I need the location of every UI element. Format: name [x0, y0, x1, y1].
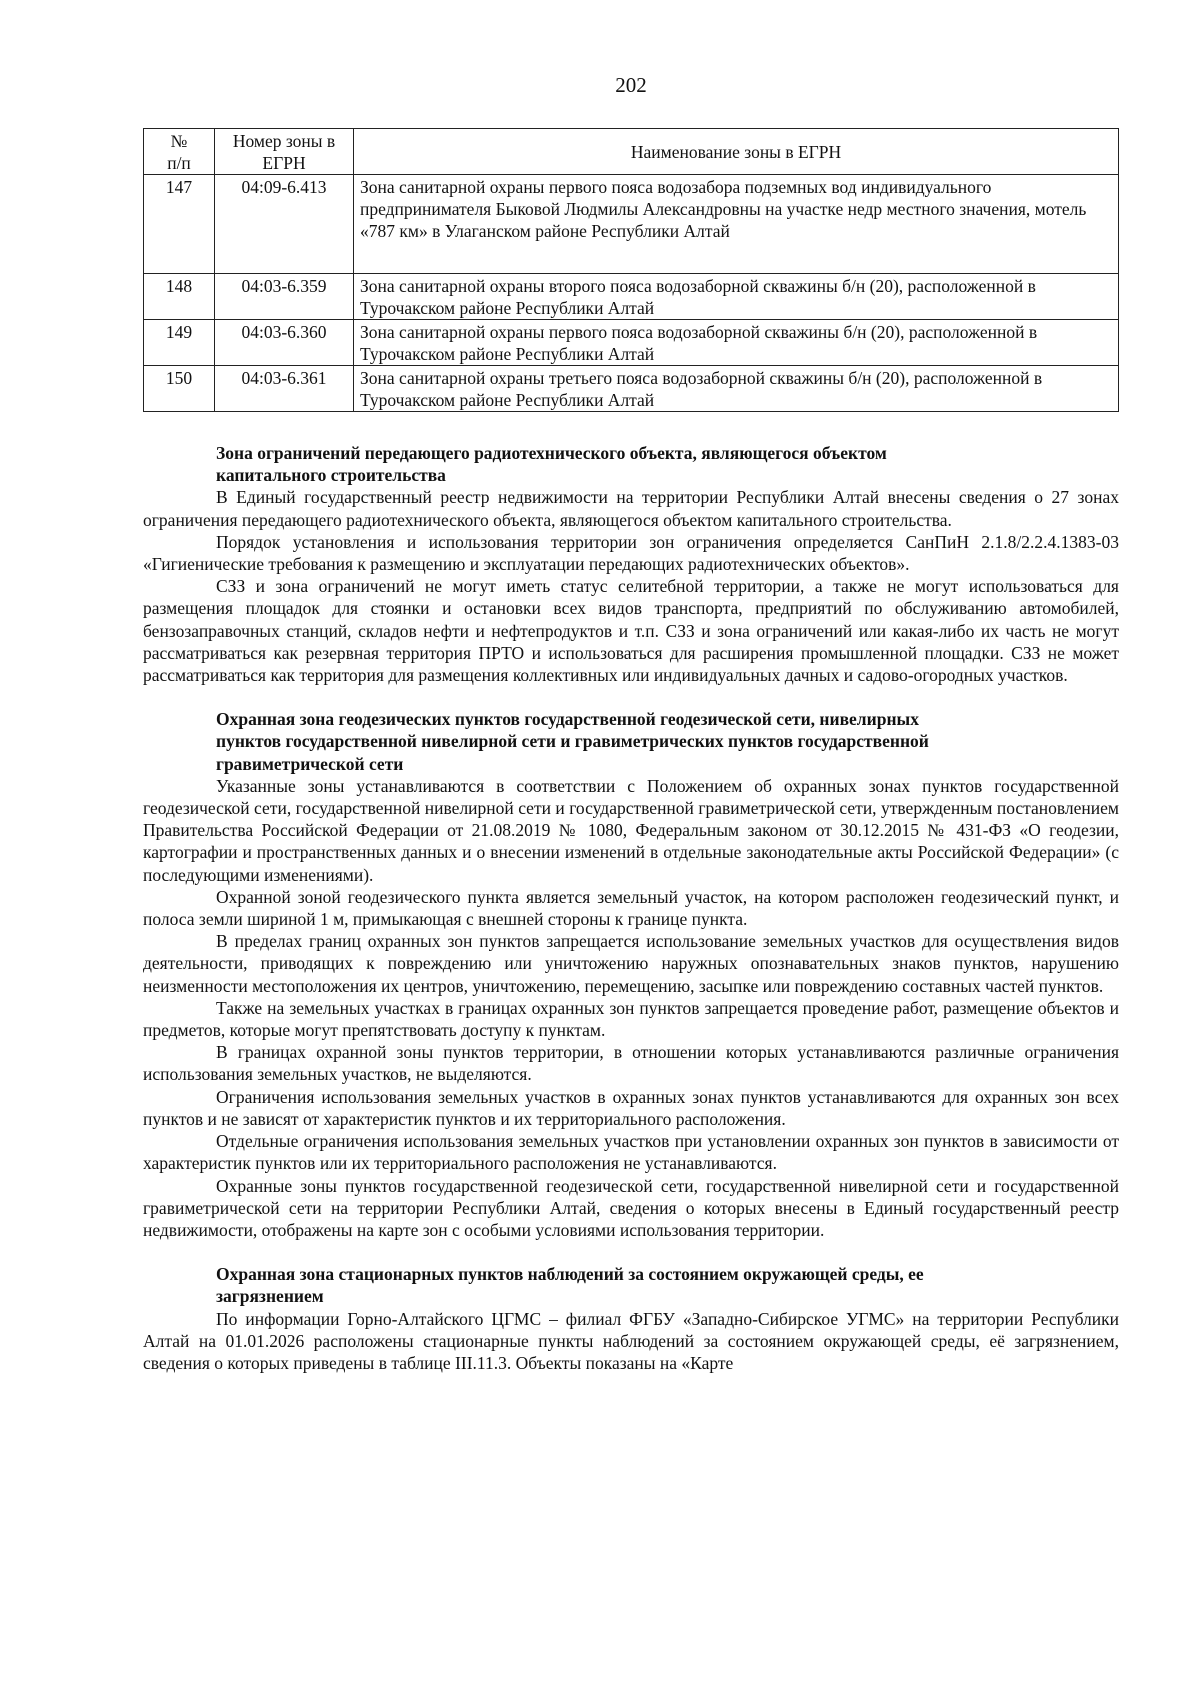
- row-zone-id: 04:03-6.359: [215, 274, 354, 320]
- paragraph: Также на земельных участках в границах охранных зон пунктов запрещается проведение работ, размещение объектов и предметов, которые могут препятствовать доступу к пунктам.: [143, 997, 1119, 1041]
- section-heading: Охранная зона геодезических пунктов государственной геодезической сети, нивелирных пунктов государственной нивелирной сети и гравиметрических пунктов государственной гравиметрической сети: [216, 709, 929, 774]
- row-zone-id: 04:03-6.361: [215, 366, 354, 412]
- section-heading: Охранная зона стационарных пунктов наблюдений за состоянием окружающей среды, ее загрязнением: [216, 1264, 924, 1307]
- paragraph: Ограничения использования земельных участков в охранных зонах пунктов устанавливаются для охранных зон всех пунктов и не зависят от характеристик пунктов и их территориального расположения.: [143, 1086, 1119, 1129]
- paragraph: Охранные зоны пунктов государственной геодезической сети, государственной нивелирной сети и государственной гравиметрической сети на территории Республики Алтай, сведения о которых внесены в Единый государственный реестр недвижимости, отображены на карте зон с особыми условиями использования территории.: [143, 1175, 1119, 1240]
- section-observation-points-zone: [143, 1263, 1119, 1374]
- table-row: [144, 320, 1119, 366]
- paragraph: Отдельные ограничения использования земельных участков при установлении охранных зон пунктов в зависимости от характеристик пунктов или их территориального расположения не устанавливаются.: [143, 1131, 1119, 1174]
- row-zone-name: Зона санитарной охраны третьего пояса водозаборной скважины б/н (20), расположенной в Турочакском районе Республики Алтай: [354, 366, 1119, 412]
- paragraph: Охранной зоной геодезического пункта является земельный участок, на котором расположен геодезический пункт, и полоса земли шириной 1 м, примыкающая с внешней стороны к границе пункта.: [143, 886, 1119, 930]
- paragraph: СЗЗ и зона ограничений не могут иметь статус селитебной территории, а также не могут использоваться для размещения площадок для стоянки и остановки всех видов транспорта, предприятий по обслуживанию автомобилей, бензозаправочных станций, складов нефти и нефтепродуктов и т.п. СЗЗ и зона ограничений или какая-либо их часть не могут рассматриваться как резервная территория ПРТО и использоваться для расширения промышленной площадки. СЗЗ не может рассматриваться как территория для размещения коллективных или индивидуальных дачных и садово-огородных участков.: [143, 576, 1119, 686]
- section-geodetic-points-zone: [143, 708, 1119, 1241]
- paragraph: В пределах границ охранных зон пунктов запрещается использование земельных участков для осуществления видов деятельности, приводящих к повреждению или уничтожению наружных опознавательных знаков пунктов, нарушению неизменности местоположения их центров, уничтожению, перемещению, засыпке или повреждению составных частей пунктов.: [143, 931, 1119, 996]
- header-zone-id: Номер зоны в ЕГРН: [215, 129, 354, 175]
- row-number: 147: [144, 175, 215, 274]
- paragraph: Порядок установления и использования территории зон ограничения определяется СанПиН 2.1.8/2.2.4.1383-03 «Гигиенические требования к размещению и эксплуатации передающих радиотехнических объектов».: [143, 531, 1119, 575]
- header-number: № п/п: [144, 129, 215, 175]
- row-zone-id: 04:03-6.360: [215, 320, 354, 366]
- paragraph: В Единый государственный реестр недвижимости на территории Республики Алтай внесены сведения о 27 зонах ограничения передающего радиотехнического объекта, являющегося объектом капитального строительства.: [143, 487, 1119, 530]
- document-body: [143, 442, 1119, 1396]
- section-radio-restriction-zone: [143, 442, 1119, 686]
- paragraph: В границах охранной зоны пунктов территории, в отношении которых устанавливаются различные ограничения использования земельных участков, не выделяются.: [143, 1042, 1119, 1085]
- table-header-row: [144, 129, 1119, 175]
- section-heading: Зона ограничений передающего радиотехнического объекта, являющегося объектом капитального строительства: [216, 443, 887, 486]
- paragraph: По информации Горно-Алтайского ЦГМС – филиал ФГБУ «Западно-Сибирское УГМС» на территории Республики Алтай на 01.01.2026 расположены стационарные пункты наблюдений за состоянием окружающей среды, её загрязнением, сведения о которых приведены в таблице III.11.3. Объекты показаны на «Карте: [143, 1308, 1119, 1373]
- row-number: 150: [144, 366, 215, 412]
- row-zone-name: Зона санитарной охраны первого пояса водозабора подземных вод индивидуального предпринимателя Быковой Людмилы Александровны на участке недр местного значения, мотель «787 км» в Улаганском районе Республики Алтай: [354, 175, 1119, 274]
- header-zone-name: Наименование зоны в ЕГРН: [354, 129, 1119, 175]
- table-row: [144, 274, 1119, 320]
- row-number: 148: [144, 274, 215, 320]
- zones-table: [143, 128, 1119, 412]
- row-zone-name: Зона санитарной охраны первого пояса водозаборной скважины б/н (20), расположенной в Турочакском районе Республики Алтай: [354, 320, 1119, 366]
- page-number: 202: [615, 73, 647, 97]
- row-zone-name: Зона санитарной охраны второго пояса водозаборной скважины б/н (20), расположенной в Турочакском районе Республики Алтай: [354, 274, 1119, 320]
- table-row: [144, 175, 1119, 274]
- table-row: [144, 366, 1119, 412]
- row-number: 149: [144, 320, 215, 366]
- paragraph: Указанные зоны устанавливаются в соответствии с Положением об охранных зонах пунктов государственной геодезической сети, государственной нивелирной сети и государственной гравиметрической сети, утвержденным постановлением Правительства Российской Федерации от 21.08.2019 № 1080, Федеральным законом от 30.12.2015 № 431-ФЗ «О геодезии, картографии и пространственных данных и о внесении изменений в отдельные законодательные акты Российской Федерации» (с последующими изменениями).: [143, 775, 1119, 885]
- row-zone-id: 04:09-6.413: [215, 175, 354, 274]
